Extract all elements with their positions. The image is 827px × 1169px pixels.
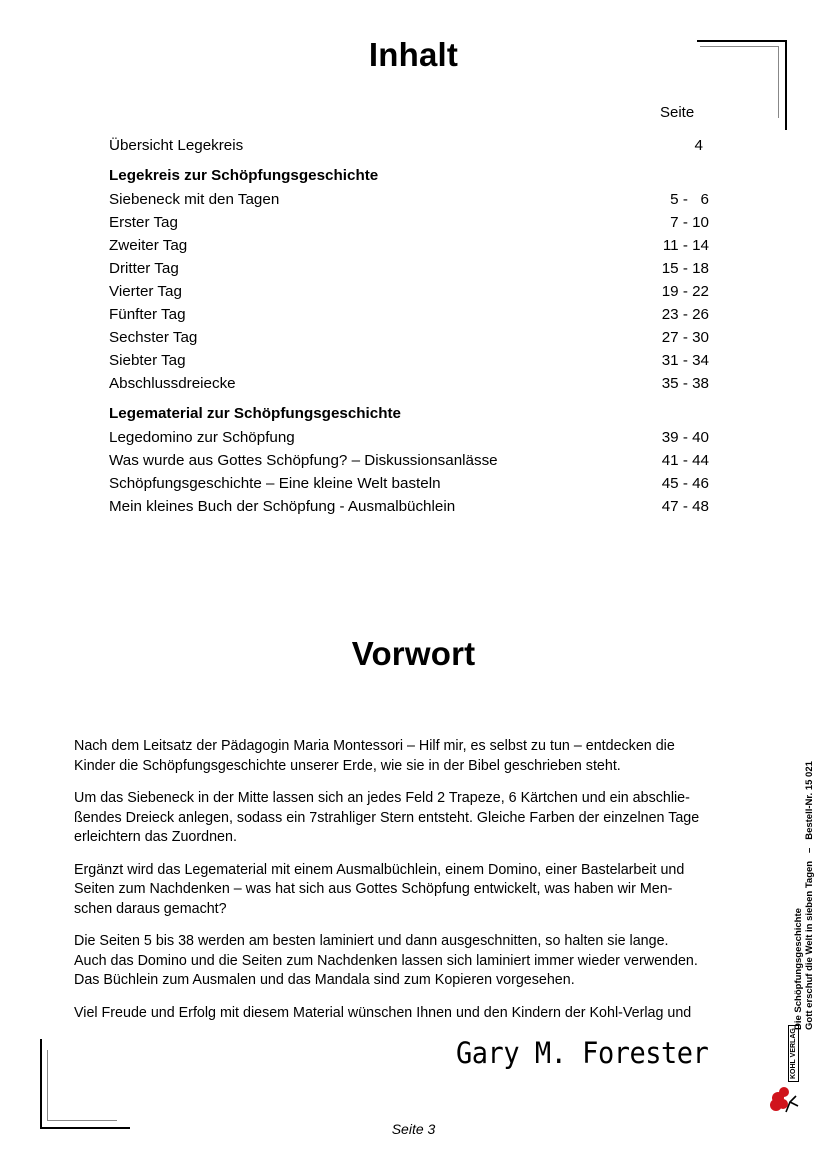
toc-entry — [109, 280, 709, 303]
toc-section-heading: Legekreis zur Schöpfungsgeschichte — [109, 167, 379, 184]
toc-entry-label: Zweiter Tag — [109, 237, 188, 254]
author-signature: Gary M. Forester — [456, 1036, 709, 1070]
table-of-contents — [109, 134, 709, 518]
publisher-tree-icon — [768, 1082, 804, 1114]
side-imprint-line-2: Gott erschuf die Welt in sieben Tagen – Bestell-Nr. 15 021 — [804, 761, 815, 1030]
toc-entry-pages: 47 - 48 — [661, 498, 709, 515]
toc-entry-pages: 19 - 22 — [661, 283, 709, 300]
toc-entry — [109, 449, 709, 472]
toc-entry-label: Legedomino zur Schöpfung — [109, 429, 295, 446]
toc-page-column-header: Seite — [660, 104, 695, 121]
preface-title: Vorwort — [351, 635, 476, 672]
toc-entry — [109, 472, 709, 495]
toc-entry-label: Fünfter Tag — [109, 306, 186, 323]
toc-entry-pages: 39 - 40 — [661, 429, 709, 446]
toc-entry-pages: 23 - 26 — [661, 306, 709, 323]
toc-entry — [109, 134, 709, 157]
preface-paragraph: Um das Siebeneck in der Mitte lassen sich an jedes Feld 2 Trapeze, 6 Kärtchen und ein abschlie- ßendes Dreieck anlegen, sodass ein 7strahliger Stern entsteht. Gleiche Farben der einzelnen Tage erleichtern das Zuordnen. — [74, 790, 700, 845]
toc-entry-label: Siebeneck mit den Tagen — [109, 191, 280, 208]
preface-paragraph: Ergänzt wird das Legematerial mit einem Ausmalbüchlein, einem Domino, einer Bastelarbeit und Seiten zum Nachdenken – was hat sich aus Gottes Schöpfung entwickelt, was haben wir Men- schen daraus gemacht? — [74, 861, 685, 917]
toc-entry-pages: 5 - 6 — [670, 191, 709, 208]
toc-entry-label: Siebter Tag — [109, 352, 186, 369]
toc-entry-pages: 35 - 38 — [661, 375, 709, 392]
toc-entry-pages: 31 - 34 — [661, 352, 709, 369]
side-imprint-line-1: Die Schöpfungsgeschichte — [793, 908, 804, 1030]
toc-section-heading: Legematerial zur Schöpfungsgeschichte — [109, 405, 402, 422]
preface-body — [74, 737, 754, 1036]
toc-entry — [109, 326, 709, 349]
toc-entry-label: Erster Tag — [109, 214, 178, 231]
toc-entry-label: Übersicht Legekreis — [109, 137, 244, 154]
preface-paragraph: Viel Freude und Erfolg mit diesem Material wünschen Ihnen und den Kindern der Kohl-Verlag und — [74, 1004, 692, 1021]
publisher-logo-label — [788, 1025, 799, 1082]
toc-entry-label: Sechster Tag — [109, 329, 198, 346]
page-number: Seite 3 — [391, 1121, 436, 1137]
toc-entry-label: Vierter Tag — [109, 283, 182, 300]
toc-entry — [109, 257, 709, 280]
toc-entry — [109, 426, 709, 449]
toc-entry — [109, 372, 709, 395]
toc-entry-pages: 4 — [694, 137, 703, 154]
publisher-logo — [768, 1028, 804, 1118]
side-imprint — [793, 761, 815, 1030]
corner-frame-bottom-left-v — [40, 1039, 42, 1129]
toc-entry-label: Mein kleines Buch der Schöpfung - Ausmalbüchlein — [109, 498, 456, 515]
toc-entry-label: Dritter Tag — [109, 260, 179, 277]
toc-entry-pages: 41 - 44 — [661, 452, 709, 469]
toc-entry — [109, 303, 709, 326]
toc-entry-pages: 7 - 10 — [670, 214, 709, 231]
publisher-logo-text: KOHL VERLAG — [790, 1028, 797, 1079]
toc-entry — [109, 188, 709, 211]
preface-paragraph: Die Seiten 5 bis 38 werden am besten laminiert und dann ausgeschnitten, so halten sie lange. Auch das Domino und die Seiten zum Nachdenken lassen sich laminiert immer wieder verwenden. Das Büchlein zum Ausmalen und das Mandala sind zum Kopieren vorgesehen. — [74, 933, 698, 988]
toc-entry — [109, 211, 709, 234]
toc-entry — [109, 495, 709, 518]
toc-entry-pages: 11 - 14 — [662, 237, 709, 254]
toc-entry-label: Was wurde aus Gottes Schöpfung? – Diskussionsanlässe — [109, 452, 498, 469]
toc-entry-pages: 45 - 46 — [661, 475, 709, 492]
toc-entry — [109, 349, 709, 372]
toc-title: Inhalt — [368, 36, 459, 73]
corner-frame-bottom-left-inner-v — [47, 1050, 48, 1121]
toc-entry-pages: 15 - 18 — [661, 260, 709, 277]
toc-entry-label: Schöpfungsgeschichte – Eine kleine Welt basteln — [109, 475, 441, 492]
toc-entry — [109, 234, 709, 257]
toc-entry-label: Abschlussdreiecke — [109, 375, 236, 392]
toc-entry-pages: 27 - 30 — [661, 329, 709, 346]
preface-paragraph: Nach dem Leitsatz der Pädagogin Maria Montessori – Hilf mir, es selbst zu tun – entdecken die Kinder die Schöpfungsgeschichte unserer Erde, wie sie in der Bibel geschrieben steht. — [74, 738, 675, 774]
